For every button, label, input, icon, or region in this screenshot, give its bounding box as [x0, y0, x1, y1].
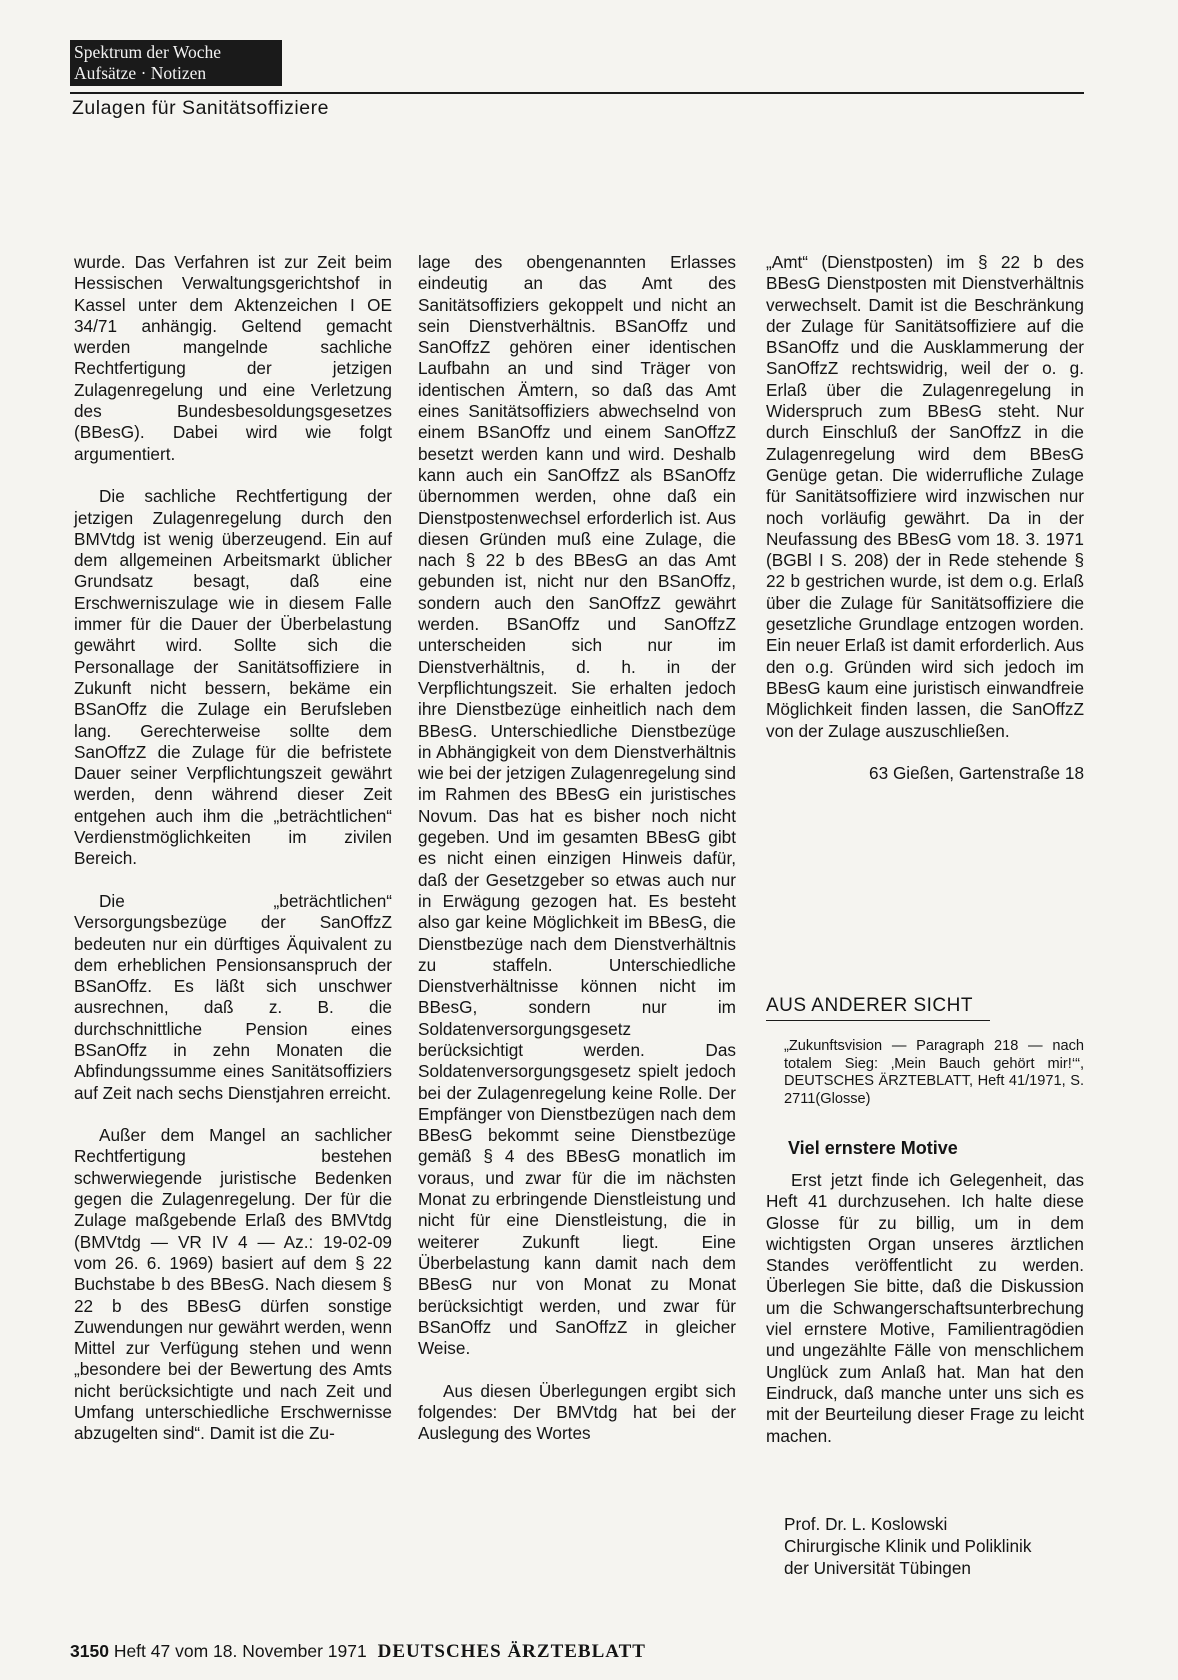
paragraph: Die sachliche Rechtfertigung der jetzigen Zulagenregelung durch den BMVtdg ist wenig überzeugend. Ein auf dem allgemeinen Arbeitsmarkt üblicher Grundsatz besagt, daß eine Erschwerniszulage wie in diesem Falle immer für die Dauer der Überbelastung gewährt wird. Sollte sich die Personallage der Sanitätsoffiziere in Zukunft nicht bessern, bekäme ein BSanOffz die Zulage ein Berufsleben lang. Gerechterweise sollte dem SanOffzZ die Zulage für die befristete Dauer seiner Verpflichtungszeit gewährt werden, denn während dieser Zeit entgehen auch ihm die „beträchtlichen“ Verdienstmöglichkeiten im zivilen Bereich.	[74, 486, 392, 869]
signature-line: Prof. Dr. L. Koslowski	[784, 1514, 948, 1534]
section-title: Zulagen für Sanitätsoffiziere	[72, 97, 329, 119]
paragraph: Die „beträchtlichen“ Versorgungsbezüge der SanOffzZ bedeuten nur ein dürftiges Äquivalent zu dem erheblichen Pensionsanspruch der BSanOffz. Es läßt sich unschwer ausrechnen, daß z. B. die durchschnittliche Pension eines BSanOffz in zehn Monaten die Abfindungssumme eines Sanitätsoffiziers auf Zeit nach sechs Dienstjahren erreicht.	[74, 890, 392, 1103]
rubric-underline	[766, 1020, 990, 1021]
quoted-reference: „Zukunftsvision — Paragraph 218 — nach totalem Sieg: ‚Mein Bauch gehört mir!‘“, DEUTSCHES ÄRZTEBLATT, Heft 41/1971, S. 2711(Glosse)	[784, 1038, 1084, 1107]
paragraph: „Amt“ (Dienstposten) im § 22 b des BBesG Dienstposten mit Dienstverhältnis verwechselt. Damit ist die Beschränkung der Zulage für Sanitätsoffiziere auf die BSanOffz und die Ausklammerung der SanOffzZ rechtswidrig, weil der o. g. Erlaß über die Zulagenregelung in Widerspruch zum BBesG steht. Nur durch Einschluß der SanOffzZ in die Zulagenregelung wird dem BBesG Genüge getan. Die widerrufliche Zulage für Sanitätsoffiziere wird inzwischen nur noch vorläufig gewährt. Da in der Neufassung des BBesG vom 18. 3. 1971 (BGBl I S. 208) der in Rede stehende § 22 b gestrichen wurde, ist dem o.g. Erlaß über die Zulage für Sanitätsoffiziere die gesetzliche Grundlage entzogen worden. Ein neuer Erlaß ist damit erforderlich. Aus den o.g. Gründen wird sich jedoch im BBesG kaum eine juristisch einwandfreie Möglichkeit finden lassen, die SanOffzZ von der Zulage auszuschließen.	[766, 252, 1084, 741]
signature-line: Chirurgische Klinik und Poliklinik	[784, 1536, 1032, 1556]
column-3	[766, 252, 1084, 784]
rubric-line-1: Spektrum der Woche	[74, 42, 221, 62]
issue-info: Heft 47 vom 18. November 1971	[113, 1641, 367, 1661]
author-address: 63 Gießen, Gartenstraße 18	[869, 763, 1084, 784]
rubric-line-2: Aufsätze · Notizen	[74, 63, 207, 83]
page-footer	[70, 1641, 646, 1663]
paragraph: Aus diesen Überlegungen ergibt sich folgendes: Der BMVtdg hat bei der Auslegung des Wortes	[418, 1380, 736, 1444]
rubric-aus-anderer-sicht: AUS ANDERER SICHT	[766, 995, 973, 1016]
column-2	[418, 252, 736, 1445]
publication-name: DEUTSCHES ÄRZTEBLATT	[377, 1641, 646, 1662]
letter-body	[766, 1170, 1084, 1447]
letter-heading: Viel ernstere Motive	[788, 1138, 958, 1158]
paragraph: Außer dem Mangel an sachlicher Rechtfertigung bestehen schwerwiegende juristische Bedenken gegen die Zulagenregelung. Der für die Zulage maßgebende Erlaß des BMVtdg (BMVtdg — VR IV 4 — Az.: 19-02-09 vom 26. 6. 1969) basiert auf dem § 22 Buchstabe b des BBesG. Nach diesem § 22 b des BBesG dürfen sonstige Zuwendungen nur gewährt werden, wenn Mittel zur Verfügung stehen und wenn „besondere bei der Bewertung des Amts nicht berücksichtigte und nach Zeit und Umfang unterschiedliche Erschwernisse abzugelten sind“. Damit ist die Zu-	[74, 1125, 392, 1444]
signature	[784, 1513, 1031, 1579]
page-number: 3150	[70, 1641, 109, 1661]
paragraph: lage des obengenannten Erlasses eindeutig an das Amt des Sanitätsoffiziers gekoppelt und nicht an sein Dienstverhältnis. BSanOffz und SanOffzZ gehören einer identischen Laufbahn an und sind Träger von identischen Ämtern, so daß das Amt eines Sanitätsoffiziers abwechselnd von einem BSanOffz und einem SanOffzZ besetzt werden kann und wird. Deshalb kann auch ein SanOffzZ als BSanOffz übernommen werden, ohne daß ein Dienstpostenwechsel erforderlich ist. Aus diesen Gründen muß eine Zulage, die nach § 22 b des BBesG an das Amt gebunden ist, nicht nur den BSanOffz, sondern auch den SanOffzZ gewährt werden. BSanOffz und SanOffzZ unterscheiden sich nur im Dienstverhältnis, d. h. in der Verpflichtungszeit. Sie erhalten jedoch ihre Dienstbezüge einheitlich nach dem BBesG. Unterschiedliche Dienstbezüge in Abhängigkeit von dem Dienstverhältnis wie bei der jetzigen Zulagenregelung sind im Rahmen des BBesG ein juristisches Novum. Das hat es bisher noch nicht gegeben. Und im gesamten BBesG gibt es nicht einen einzigen Hinweis dafür, daß der Gesetzgeber so etwas auch nur in Erwägung gezogen hat. Es besteht also gar keine Möglichkeit im BBesG, die Dienstbezüge nach dem Dienstverhältnis zu staffeln. Unterschiedliche Dienstverhältnisse können nicht im BBesG, sondern nur im Soldatenversorgungsgesetz berücksichtigt werden. Das Soldatenversorgungsgesetz spielt jedoch bei der Zulagenregelung keine Rolle. Der Empfänger von Dienstbezügen nach dem BBesG bekommt seine Dienstbezüge gemäß § 4 des BBesG monatlich im voraus, und zwar für die im nächsten Monat zu erbringende Dienstleistung und nicht für eine Dienstleistung, die in weiterer Zukunft liegt. Eine Überbelastung kann damit nach dem BBesG nur von Monat zu Monat berücksichtigt werden, und zwar für BSanOffz und SanOffzZ in gleicher Weise.	[418, 252, 736, 1359]
column-1	[74, 252, 392, 1445]
rubric-box	[70, 40, 282, 86]
header-rule	[70, 92, 1084, 94]
paragraph: wurde. Das Verfahren ist zur Zeit beim Hessischen Verwaltungsgerichtshof in Kassel unter dem Aktenzeichen I OE 34/71 anhängig. Geltend gemacht werden mangelnde sachliche Rechtfertigung der jetzigen Zulagenregelung und eine Verletzung des Bundesbesoldungsgesetzes (BBesG). Dabei wird wie folgt argumentiert.	[74, 252, 392, 464]
paragraph: Erst jetzt finde ich Gelegenheit, das Heft 41 durchzusehen. Ich halte diese Glosse für zu billig, um in dem wichtigsten Organ unseres ärztlichen Standes veröffentlicht zu werden. Überlegen Sie bitte, daß die Diskussion um die Schwangerschaftsunterbrechung viel ernstere Motive, Familientragödien und ungezählte Fälle von menschlichem Unglück zum Anlaß hat. Man hat den Eindruck, daß manche unter uns sich es mit der Beurteilung dieser Frage zu leicht machen.	[766, 1170, 1084, 1446]
signature-line: der Universität Tübingen	[784, 1558, 971, 1578]
